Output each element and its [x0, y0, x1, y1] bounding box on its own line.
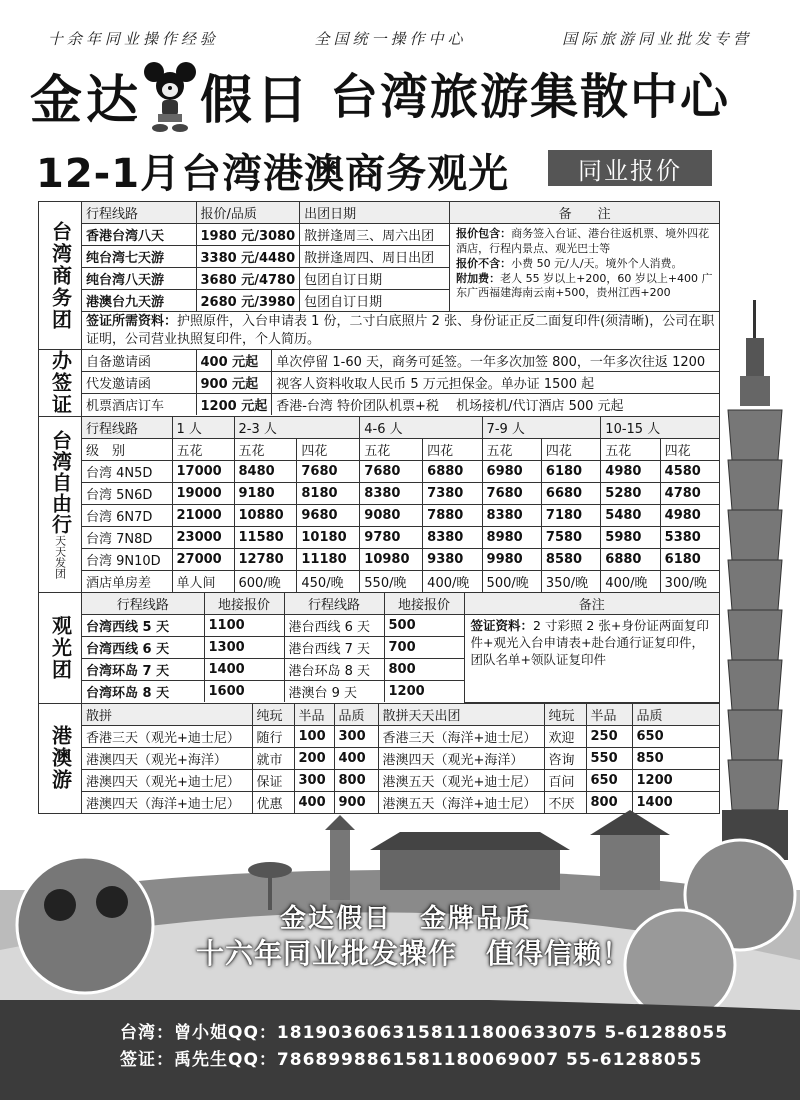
- free-price: 8380: [482, 505, 541, 527]
- contact-label: 台湾：曾小姐QQ：: [120, 1023, 277, 1043]
- free-price: 17000: [172, 461, 234, 483]
- free-price: 9780: [360, 527, 423, 549]
- business-date: 包团自订日期: [300, 268, 450, 290]
- visa-item: 自备邀请函: [82, 350, 196, 372]
- exclude-text: 小费 50 元/人/天。境外个人消费。: [511, 256, 683, 270]
- extra-text: 老人 55 岁以上+200，60 岁以上+400 广东广西福建海南云南+500，贵州江西+200: [456, 271, 713, 300]
- visa-price: 900 元起: [196, 372, 272, 394]
- free-price: 10880: [234, 505, 297, 527]
- free-route: 台湾 6N7D: [82, 505, 172, 527]
- free-price: 27000: [172, 549, 234, 571]
- free-price: 4980: [601, 461, 660, 483]
- business-price: 1980 元/3080: [196, 224, 300, 246]
- col-route: 行程线路: [82, 202, 196, 224]
- sightseeing-note-text: 2 寸彩照 2 张+身份证两面复印件+观光入台申请表+赴台通行证复印件，团队名单+领队证复印件: [470, 618, 709, 667]
- free-route: 台湾 9N10D: [82, 549, 172, 571]
- free-header: 10-15 人: [601, 417, 719, 439]
- sightseeing-price: 700: [384, 637, 464, 659]
- sightseeing-price: 1200: [384, 681, 464, 703]
- free-price: 550/晚: [360, 571, 423, 593]
- visa-item: 代发邀请函: [82, 372, 196, 394]
- hkmo-price: 850: [632, 747, 719, 769]
- hkmo-tag: 百问: [544, 769, 586, 791]
- free-price: 9380: [423, 549, 482, 571]
- business-section-label: 台湾商务团: [39, 202, 82, 349]
- include-text: 商务签入台证、港台往返机票、境外四花酒店，行程内景点、观光巴士等: [456, 227, 710, 255]
- hkmo-price: 250: [586, 725, 632, 747]
- hkmo-price: 100: [294, 725, 334, 747]
- free-price: 8380: [360, 483, 423, 505]
- free-price: 5980: [601, 527, 660, 549]
- sightseeing-route: 港台环岛 8 天: [284, 659, 384, 681]
- free-price: 5480: [601, 505, 660, 527]
- business-price: 3680 元/4780: [196, 268, 300, 290]
- free-price: 4980: [660, 505, 719, 527]
- free-price: 7380: [423, 483, 482, 505]
- hkmo-tag: 就市: [252, 747, 294, 769]
- free-price: 400/晚: [601, 571, 660, 593]
- sightseeing-route: 港台西线 7 天: [284, 637, 384, 659]
- visa-section: [39, 350, 719, 417]
- sightseeing-header: 备注: [464, 593, 719, 615]
- sightseeing-header: 地接报价: [384, 593, 464, 615]
- hkmo-price: 400: [294, 791, 334, 813]
- free-price: 5280: [601, 483, 660, 505]
- hkmo-route: 港澳五天（海洋+迪士尼）: [378, 791, 544, 813]
- free-price: 9980: [482, 549, 541, 571]
- hkmo-header: 散拼天天出团: [378, 704, 544, 726]
- hkmo-table: [82, 704, 719, 813]
- grade-cell: 四花: [660, 439, 719, 461]
- free-price: 6680: [541, 483, 600, 505]
- hkmo-header: 纯玩: [252, 704, 294, 726]
- hkmo-header: 品质: [334, 704, 378, 726]
- free-price: 8580: [541, 549, 600, 571]
- quote-badge: 同业报价: [548, 150, 712, 186]
- business-notes: [450, 224, 719, 312]
- hkmo-header: 品质: [632, 704, 719, 726]
- contact-value: 1819036063158111800633075 5-61288055: [276, 1023, 729, 1043]
- tagline-2: 全国统一操作中心: [314, 30, 467, 48]
- grade-cell: 四花: [297, 439, 360, 461]
- free-price: 7180: [541, 505, 600, 527]
- free-price: 4580: [660, 461, 719, 483]
- business-table: [82, 202, 719, 349]
- hkmo-route: 港澳四天（观光+海洋）: [82, 747, 252, 769]
- tagline-3: 国际旅游同业批发专营: [562, 30, 753, 48]
- free-price: 10980: [360, 549, 423, 571]
- free-travel-section: [39, 417, 719, 593]
- hkmo-route: 港澳四天（观光+海洋）: [378, 747, 544, 769]
- contact-value: 7868998861581180069007 55-61288055: [276, 1050, 703, 1070]
- sightseeing-price: 800: [384, 659, 464, 681]
- free-price: 8380: [423, 527, 482, 549]
- col-notes: 备 注: [450, 202, 719, 224]
- free-route: 台湾 4N5D: [82, 461, 172, 483]
- free-route: 台湾 7N8D: [82, 527, 172, 549]
- hkmo-header: 半品: [586, 704, 632, 726]
- free-price: 4780: [660, 483, 719, 505]
- hkmo-route: 港澳四天（观光+迪士尼）: [82, 769, 252, 791]
- free-price: 11180: [297, 549, 360, 571]
- taipei-101-tower-image: [710, 300, 800, 860]
- hkmo-route: 香港三天（海洋+迪士尼）: [378, 725, 544, 747]
- sightseeing-route: 台湾西线 5 天: [82, 615, 204, 637]
- free-price: 500/晚: [482, 571, 541, 593]
- free-price: 6980: [482, 461, 541, 483]
- free-header: 1 人: [172, 417, 234, 439]
- sightseeing-header: 地接报价: [204, 593, 284, 615]
- brand-name-part2: 假日: [200, 71, 313, 131]
- grade-cell: 五花: [601, 439, 660, 461]
- extra-label: 附加费：: [456, 271, 501, 285]
- business-price: 3380 元/4480: [196, 246, 300, 268]
- center-title: 台湾旅游集散中心: [330, 69, 731, 125]
- free-travel-section-label: [39, 417, 82, 592]
- business-date: 包团自订日期: [300, 290, 450, 312]
- free-price: 6880: [423, 461, 482, 483]
- business-route: 香港台湾八天: [82, 224, 196, 246]
- hkmo-route: 港澳四天（海洋+迪士尼）: [82, 791, 252, 813]
- sightseeing-section-label: 观光团: [39, 593, 82, 703]
- grade-cell: 五花: [172, 439, 234, 461]
- sightseeing-note-label: 签证资料：: [470, 618, 534, 634]
- visa-note: 视客人资料收取人民币 5 万元担保金。单办证 1500 起: [272, 372, 719, 394]
- free-price: 7680: [297, 461, 360, 483]
- hkmo-header: 散拼: [82, 704, 252, 726]
- contact-label: 签证：禹先生QQ：: [120, 1050, 277, 1070]
- sub-title: 12-1月台湾港澳商务观光: [36, 151, 510, 197]
- free-price: 单人间: [172, 571, 234, 593]
- sightseeing-route: 港澳台 9 天: [284, 681, 384, 703]
- slogan-line-1: 金达假日 金牌品质: [280, 904, 533, 934]
- free-price: 7680: [360, 461, 423, 483]
- free-route: 台湾 5N6D: [82, 483, 172, 505]
- visa-price: 400 元起: [196, 350, 272, 372]
- free-price: 9180: [234, 483, 297, 505]
- price-table: [38, 201, 720, 814]
- free-price: 9680: [297, 505, 360, 527]
- contact-line-visa: [120, 1045, 702, 1070]
- hkmo-tag: 优惠: [252, 791, 294, 813]
- contact-line-taiwan: [120, 1018, 728, 1043]
- hkmo-route: 香港三天（观光+迪士尼）: [82, 725, 252, 747]
- grade-cell: 五花: [482, 439, 541, 461]
- business-date: 散拼逢周三、周六出团: [300, 224, 450, 246]
- free-price: 19000: [172, 483, 234, 505]
- sightseeing-table: [82, 593, 719, 703]
- exclude-label: 报价不含：: [456, 256, 512, 270]
- hkmo-price: 800: [586, 791, 632, 813]
- hkmo-price: 300: [334, 725, 378, 747]
- hkmo-price: 800: [334, 769, 378, 791]
- hkmo-header: 半品: [294, 704, 334, 726]
- free-price: 350/晚: [541, 571, 600, 593]
- sightseeing-route: 台湾西线 6 天: [82, 637, 204, 659]
- free-price: 5380: [660, 527, 719, 549]
- hkmo-price: 550: [586, 747, 632, 769]
- sightseeing-route: 台湾环岛 8 天: [82, 681, 204, 703]
- hkmo-section: [39, 704, 719, 813]
- visa-price: 1200 元起: [196, 394, 272, 416]
- business-route: 港澳台九天游: [82, 290, 196, 312]
- visa-item: 机票酒店订车: [82, 394, 196, 416]
- free-header: 行程线路: [82, 417, 172, 439]
- free-price: 600/晚: [234, 571, 297, 593]
- hkmo-price: 650: [586, 769, 632, 791]
- sightseeing-price: 1400: [204, 659, 284, 681]
- business-docs: [82, 312, 719, 350]
- free-travel-sub-label: 天天发团: [53, 535, 67, 580]
- hkmo-price: 650: [632, 725, 719, 747]
- free-price: 21000: [172, 505, 234, 527]
- include-label: 报价包含：: [456, 227, 512, 240]
- col-date: 出团日期: [300, 202, 450, 224]
- mouse-mascot-icon: [140, 60, 200, 132]
- visa-note: 单次停留 1-60 天，商务可延签。一年多次加签 800，一年多次往返 1200: [272, 350, 719, 372]
- free-price: 400/晚: [423, 571, 482, 593]
- tagline-1: 十余年同业操作经验: [47, 30, 219, 48]
- brand-name-part1: 金达: [30, 71, 143, 131]
- free-price: 7880: [423, 505, 482, 527]
- hkmo-price: 400: [334, 747, 378, 769]
- hkmo-section-label: 港澳游: [39, 704, 82, 813]
- sightseeing-price: 1100: [204, 615, 284, 637]
- free-price: 12780: [234, 549, 297, 571]
- hkmo-header: 纯玩: [544, 704, 586, 726]
- free-header: 4-6 人: [360, 417, 482, 439]
- grade-cell: 五花: [234, 439, 297, 461]
- sightseeing-header: 行程线路: [82, 593, 204, 615]
- tagline-bar: [0, 28, 800, 49]
- sightseeing-price: 500: [384, 615, 464, 637]
- free-travel-label-text: 台湾自由行: [48, 430, 73, 536]
- docs-label: 签证所需资料：: [86, 314, 178, 329]
- hkmo-price: 900: [334, 791, 378, 813]
- free-price: 7680: [482, 483, 541, 505]
- free-travel-table: [82, 417, 719, 592]
- free-price: 450/晚: [297, 571, 360, 593]
- free-price: 8980: [482, 527, 541, 549]
- grade-cell: 五花: [360, 439, 423, 461]
- free-price: 11580: [234, 527, 297, 549]
- hkmo-tag: 欢迎: [544, 725, 586, 747]
- business-section: [39, 202, 719, 350]
- visa-note: 香港-台湾 特价团队机票+税 机场接机/代订酒店 500 元起: [272, 394, 719, 416]
- free-price: 23000: [172, 527, 234, 549]
- docs-text: 护照原件，入台申请表 1 份，二寸白底照片 2 张、身份证正反二面复印件(须清晰)，公司在职证明，公司营业执照复印件，个人简历。: [86, 314, 715, 347]
- grade-cell: 四花: [541, 439, 600, 461]
- free-price: 6180: [541, 461, 600, 483]
- hkmo-route: 港澳五天（观光+迪士尼）: [378, 769, 544, 791]
- col-price: 报价/品质: [196, 202, 300, 224]
- sightseeing-price: 1600: [204, 681, 284, 703]
- sightseeing-route: 港台西线 6 天: [284, 615, 384, 637]
- hkmo-tag: 不厌: [544, 791, 586, 813]
- sightseeing-route: 台湾环岛 7 天: [82, 659, 204, 681]
- sightseeing-section: [39, 593, 719, 704]
- hkmo-tag: 保证: [252, 769, 294, 791]
- hkmo-price: 1200: [632, 769, 719, 791]
- grade-cell: 四花: [423, 439, 482, 461]
- visa-section-label: 办签证: [39, 350, 82, 416]
- business-route: 纯台湾八天游: [82, 268, 196, 290]
- sightseeing-header: 行程线路: [284, 593, 384, 615]
- free-price: 9080: [360, 505, 423, 527]
- free-price: 6880: [601, 549, 660, 571]
- hkmo-tag: 随行: [252, 725, 294, 747]
- hkmo-tag: 咨询: [544, 747, 586, 769]
- sightseeing-price: 1300: [204, 637, 284, 659]
- hkmo-price: 1400: [632, 791, 719, 813]
- visa-table: [82, 350, 719, 415]
- free-header: 7-9 人: [482, 417, 601, 439]
- free-header: 2-3 人: [234, 417, 360, 439]
- sightseeing-notes: [464, 615, 719, 703]
- hkmo-price: 300: [294, 769, 334, 791]
- business-route: 纯台湾七天游: [82, 246, 196, 268]
- free-price: 7580: [541, 527, 600, 549]
- free-price: 8480: [234, 461, 297, 483]
- slogan-line-2: 十六年同业批发操作 值得信赖！: [196, 937, 632, 970]
- free-price: 8180: [297, 483, 360, 505]
- free-price: 300/晚: [660, 571, 719, 593]
- free-price: 6180: [660, 549, 719, 571]
- free-price: 10180: [297, 527, 360, 549]
- business-price: 2680 元/3980: [196, 290, 300, 312]
- business-date: 散拼逢周四、周日出团: [300, 246, 450, 268]
- free-route: 酒店单房差: [82, 571, 172, 593]
- hkmo-price: 200: [294, 747, 334, 769]
- grade-cell: 级 别: [82, 439, 172, 461]
